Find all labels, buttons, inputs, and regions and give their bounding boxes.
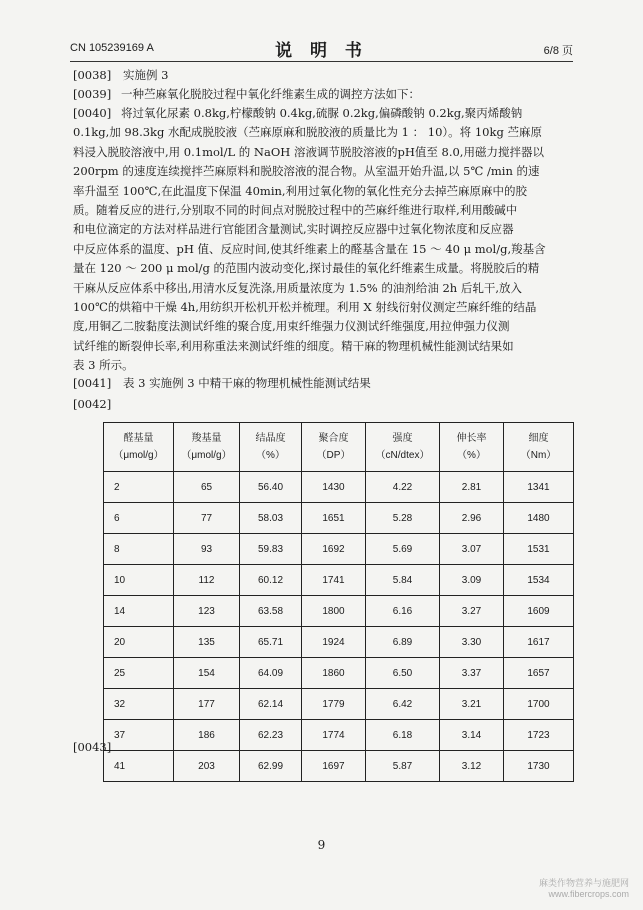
table-cell: 1700 bbox=[504, 689, 574, 720]
body-line: 量在 120 ～ 200 μ mol/g 的范围内波动变化,探讨最佳的氧化纤维素生成量。将脱胶后的精 bbox=[73, 261, 540, 276]
table-cell: 112 bbox=[174, 565, 240, 596]
watermark-line: 麻类作物营养与施肥网 bbox=[538, 878, 629, 888]
table-row bbox=[104, 472, 574, 503]
patent-number: CN 105239169 A bbox=[70, 42, 154, 54]
table-cell: 1430 bbox=[302, 472, 366, 503]
table-cell: 1697 bbox=[302, 751, 366, 782]
body-line: 200rpm 的速度连续搅拌苎麻原料和脱胶溶液的混合物。从室温开始升温,以 5℃ /min 的速 bbox=[73, 164, 540, 179]
table-cell: 1774 bbox=[302, 720, 366, 751]
table-cell: 62.99 bbox=[240, 751, 302, 782]
table-caption: 表 3 实施例 3 中精干麻的物理机械性能测试结果 bbox=[123, 376, 371, 390]
table-cell: 123 bbox=[174, 596, 240, 627]
body-line: 100℃的烘箱中干燥 4h,用纺织开松机开松并梳理。利用 X 射线衍射仪测定苎麻纤维的结晶 bbox=[73, 299, 537, 314]
results-table bbox=[103, 422, 574, 782]
table-cell: 3.12 bbox=[440, 751, 504, 782]
table-cell: 4.22 bbox=[366, 472, 440, 503]
table-cell: 3.09 bbox=[440, 565, 504, 596]
header-rule bbox=[70, 61, 573, 62]
header-cell-carboxyl: 羧基量 （μmol/g） bbox=[174, 423, 240, 472]
table-cell: 154 bbox=[174, 658, 240, 689]
header-cell-aldehyde: 醛基量 （μmol/g） bbox=[104, 423, 174, 472]
table-cell: 3.37 bbox=[440, 658, 504, 689]
table-cell: 2.96 bbox=[440, 503, 504, 534]
body-line: 将过氧化尿素 0.8kg,柠檬酸钠 0.4kg,硫脲 0.2kg,偏磷酸钠 0.2kg,聚丙烯酸钠 bbox=[121, 106, 523, 120]
header-cell-crystallinity: 结晶度 （%） bbox=[240, 423, 302, 472]
header-cell-polymerization: 聚合度 （DP） bbox=[302, 423, 366, 472]
table-cell: 62.23 bbox=[240, 720, 302, 751]
table-cell: 5.87 bbox=[366, 751, 440, 782]
body-line: 干麻从反应体系中移出,用清水反复洗涤,用质量浓度为 1.5% 的油剂给油 2h 后轧干,放入 bbox=[73, 280, 523, 295]
table-cell: 37 bbox=[104, 720, 174, 751]
table-cell: 6 bbox=[104, 503, 174, 534]
table-cell: 1723 bbox=[504, 720, 574, 751]
table-cell: 1657 bbox=[504, 658, 574, 689]
table-cell: 14 bbox=[104, 596, 174, 627]
table-cell: 60.12 bbox=[240, 565, 302, 596]
table-cell: 6.50 bbox=[366, 658, 440, 689]
body-line: 试纤维的断裂伸长率,利用称重法来测试纤维的细度。精干麻的物理机械性能测试结果如 bbox=[73, 338, 514, 353]
table-row bbox=[104, 627, 574, 658]
table-cell: 3.07 bbox=[440, 534, 504, 565]
table-row bbox=[104, 751, 574, 782]
table-cell: 2 bbox=[104, 472, 174, 503]
table-cell: 1531 bbox=[504, 534, 574, 565]
table-cell: 8 bbox=[104, 534, 174, 565]
page-title: 说 明 书 bbox=[275, 41, 368, 61]
body-line: 表 3 所示。 bbox=[73, 358, 134, 373]
paragraph-0040-body bbox=[73, 104, 578, 375]
watermark bbox=[539, 878, 629, 900]
header-cell-elongation: 伸长率 （%） bbox=[440, 423, 504, 472]
table-cell: 3.14 bbox=[440, 720, 504, 751]
body-line: 0.1kg,加 98.3kg 水配成脱胶液（苎麻原麻和脱胶液的质量比为 1 ： 10）。将 10kg 苎麻原 bbox=[73, 125, 542, 140]
table-row bbox=[104, 565, 574, 596]
table-cell: 1800 bbox=[302, 596, 366, 627]
table-cell: 1609 bbox=[504, 596, 574, 627]
table-cell: 5.84 bbox=[366, 565, 440, 596]
header-cell-fineness: 细度 （Nm） bbox=[504, 423, 574, 472]
paragraph-number: [0042] bbox=[73, 397, 112, 411]
paragraph-number: [0038] bbox=[73, 68, 112, 82]
paragraph-text: 实施例 3 bbox=[123, 68, 169, 82]
paragraph-number: [0039] bbox=[73, 87, 112, 101]
body-line: 料浸入脱胶溶液中,用 0.1mol/L 的 NaOH 溶液调节脱胶溶液的pH值至 8.0,用磁力搅拌器以 bbox=[73, 144, 544, 159]
table-cell: 6.16 bbox=[366, 596, 440, 627]
body-line: 度,用铜乙二胺黏度法测试纤维的聚合度,用束纤维强力仪测试纤维强度,用拉伸强力仪测 bbox=[73, 319, 510, 334]
table-cell: 3.21 bbox=[440, 689, 504, 720]
table-cell: 177 bbox=[174, 689, 240, 720]
table-cell: 59.83 bbox=[240, 534, 302, 565]
table-cell: 41 bbox=[104, 751, 174, 782]
table-cell: 63.58 bbox=[240, 596, 302, 627]
table-cell: 3.27 bbox=[440, 596, 504, 627]
table-row bbox=[104, 534, 574, 565]
table-cell: 93 bbox=[174, 534, 240, 565]
header-cell-strength: 强度 （cN/dtex） bbox=[366, 423, 440, 472]
paragraph-number: [0043] bbox=[73, 740, 112, 754]
table-cell: 77 bbox=[174, 503, 240, 534]
table-cell: 1692 bbox=[302, 534, 366, 565]
table-cell: 20 bbox=[104, 627, 174, 658]
table-cell: 64.09 bbox=[240, 658, 302, 689]
table-cell: 62.14 bbox=[240, 689, 302, 720]
table-cell: 25 bbox=[104, 658, 174, 689]
table-cell: 1534 bbox=[504, 565, 574, 596]
body-line: 中反应体系的温度、pH 值、反应时间,使其纤维素上的醛基含量在 15 ～ 40 μ mol/g,羧基含 bbox=[73, 241, 546, 256]
paragraph-text: 一种苎麻氧化脱胶过程中氧化纤维素生成的调控方法如下： bbox=[121, 87, 420, 101]
table-cell: 1617 bbox=[504, 627, 574, 658]
table-cell: 1779 bbox=[302, 689, 366, 720]
table-cell: 6.89 bbox=[366, 627, 440, 658]
table-cell: 58.03 bbox=[240, 503, 302, 534]
table-cell: 6.18 bbox=[366, 720, 440, 751]
table-row bbox=[104, 503, 574, 534]
table-cell: 1651 bbox=[302, 503, 366, 534]
body-line: 和电位滴定的方法对样品进行官能团含量测试,实时调控反应器中过氧化物浓度和反应器 bbox=[73, 222, 514, 237]
watermark-line: www.fibercrops.com bbox=[548, 889, 629, 899]
table-cell: 1341 bbox=[504, 472, 574, 503]
paragraph-number: [0041] bbox=[73, 376, 112, 390]
table-cell: 65.71 bbox=[240, 627, 302, 658]
page-indicator: 6/8 页 bbox=[543, 45, 573, 57]
table-cell: 10 bbox=[104, 565, 174, 596]
table-header-row bbox=[104, 423, 574, 472]
table-cell: 1860 bbox=[302, 658, 366, 689]
table-cell: 32 bbox=[104, 689, 174, 720]
table-cell: 203 bbox=[174, 751, 240, 782]
table-cell: 5.69 bbox=[366, 534, 440, 565]
table-cell: 186 bbox=[174, 720, 240, 751]
table-cell: 3.30 bbox=[440, 627, 504, 658]
table-row bbox=[104, 720, 574, 751]
table-cell: 1730 bbox=[504, 751, 574, 782]
body-line: 质。随着反应的进行,分别取不同的时间点对脱胶过程中的苎麻纤维进行取样,利用酸碱中 bbox=[73, 202, 518, 217]
table-cell: 1480 bbox=[504, 503, 574, 534]
table-row bbox=[104, 596, 574, 627]
table-cell: 1924 bbox=[302, 627, 366, 658]
body-line: 率升温至 100℃,在此温度下保温 40min,利用过氧化物的氧化性充分去掉苎麻原麻中的胶 bbox=[73, 183, 528, 198]
table-row bbox=[104, 658, 574, 689]
page-number: 9 bbox=[317, 838, 326, 852]
table-cell: 56.40 bbox=[240, 472, 302, 503]
paragraph-number: [0040] bbox=[73, 106, 112, 120]
table-cell: 2.81 bbox=[440, 472, 504, 503]
table-cell: 65 bbox=[174, 472, 240, 503]
table-cell: 6.42 bbox=[366, 689, 440, 720]
table-cell: 5.28 bbox=[366, 503, 440, 534]
table-cell: 135 bbox=[174, 627, 240, 658]
table-cell: 1741 bbox=[302, 565, 366, 596]
page-header bbox=[70, 36, 573, 61]
table-row bbox=[104, 689, 574, 720]
